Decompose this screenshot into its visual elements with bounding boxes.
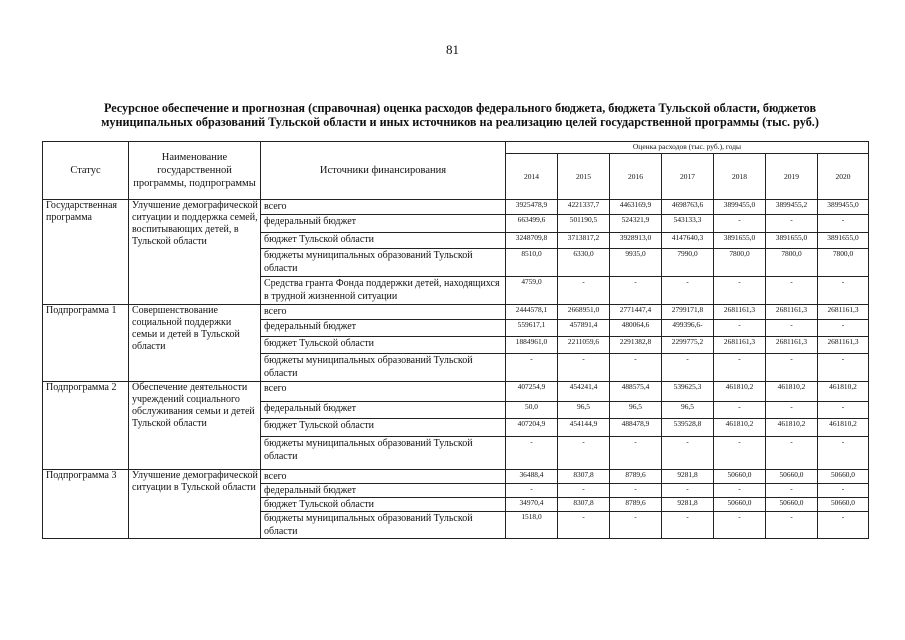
value-cell: - bbox=[506, 354, 558, 382]
value-cell: 2444578,1 bbox=[506, 305, 558, 320]
value-cell: 539625,3 bbox=[662, 382, 714, 402]
header-year: 2014 bbox=[506, 154, 558, 200]
value-cell: 7800,0 bbox=[714, 249, 766, 277]
value-cell: 501190,5 bbox=[558, 215, 610, 233]
value-cell: - bbox=[662, 484, 714, 498]
value-cell: - bbox=[714, 437, 766, 470]
header-year: 2020 bbox=[818, 154, 869, 200]
value-cell: 2668951,0 bbox=[558, 305, 610, 320]
value-cell: 9281,8 bbox=[662, 498, 714, 512]
value-cell: 2681161,3 bbox=[818, 305, 869, 320]
header-year: 2018 bbox=[714, 154, 766, 200]
value-cell: 4698763,6 bbox=[662, 200, 714, 215]
value-cell: - bbox=[506, 484, 558, 498]
value-cell: 7800,0 bbox=[818, 249, 869, 277]
value-cell: 663499,6 bbox=[506, 215, 558, 233]
value-cell: - bbox=[818, 354, 869, 382]
status-cell: Подпрограмма 3 bbox=[43, 470, 129, 539]
value-cell: 8789,6 bbox=[610, 470, 662, 484]
value-cell: 50660,0 bbox=[818, 498, 869, 512]
value-cell: - bbox=[714, 215, 766, 233]
value-cell: 4147640,3 bbox=[662, 233, 714, 249]
value-cell: 461810,2 bbox=[818, 419, 869, 437]
value-cell: 461810,2 bbox=[714, 419, 766, 437]
value-cell: 461810,2 bbox=[766, 419, 818, 437]
value-cell: 50,0 bbox=[506, 402, 558, 419]
value-cell: 8510,0 bbox=[506, 249, 558, 277]
header-estimate: Оценка расходов (тыс. руб.), годы bbox=[506, 142, 869, 154]
funding-source-cell: бюджеты муниципальных образований Тульской области bbox=[261, 512, 506, 539]
value-cell: - bbox=[558, 354, 610, 382]
value-cell: 461810,2 bbox=[714, 382, 766, 402]
value-cell: 1884961,0 bbox=[506, 337, 558, 354]
value-cell: 499396,6- bbox=[662, 320, 714, 337]
value-cell: 461810,2 bbox=[818, 382, 869, 402]
value-cell: 4463169,9 bbox=[610, 200, 662, 215]
value-cell: 539528,8 bbox=[662, 419, 714, 437]
value-cell: 2681161,3 bbox=[714, 305, 766, 320]
value-cell: - bbox=[714, 484, 766, 498]
value-cell: 9281,8 bbox=[662, 470, 714, 484]
table-row bbox=[43, 200, 869, 215]
program-name-cell: Улучшение демографической ситуации в Тульской области bbox=[129, 470, 261, 539]
header-year: 2016 bbox=[610, 154, 662, 200]
value-cell: - bbox=[818, 320, 869, 337]
value-cell: 4221337,7 bbox=[558, 200, 610, 215]
value-cell: 2681161,3 bbox=[714, 337, 766, 354]
header-name: Наименование государственной программы, подпрограммы bbox=[129, 142, 261, 200]
value-cell: - bbox=[766, 402, 818, 419]
value-cell: 2211059,6 bbox=[558, 337, 610, 354]
funding-source-cell: бюджет Тульской области bbox=[261, 498, 506, 512]
value-cell: 50660,0 bbox=[818, 470, 869, 484]
value-cell: 3891655,0 bbox=[714, 233, 766, 249]
value-cell: 3248709,8 bbox=[506, 233, 558, 249]
value-cell: - bbox=[610, 354, 662, 382]
value-cell: - bbox=[766, 437, 818, 470]
title-line-2: муниципальных образований Тульской области и иных источников на реализацию целей государственной программы (тыс. руб.) bbox=[101, 115, 819, 129]
program-name-cell: Обеспечение деятельности учреждений социального обслуживания семьи и детей Тульской области bbox=[129, 382, 261, 470]
value-cell: - bbox=[766, 354, 818, 382]
title-line-1: Ресурсное обеспечение и прогнозная (справочная) оценка расходов федерального бюджета, бюджета Тульской области, бюджетов bbox=[103, 101, 817, 115]
status-cell: Подпрограмма 2 bbox=[43, 382, 129, 470]
header-year: 2017 bbox=[662, 154, 714, 200]
value-cell: 3891655,0 bbox=[818, 233, 869, 249]
value-cell: 559617,1 bbox=[506, 320, 558, 337]
value-cell: 407204,9 bbox=[506, 419, 558, 437]
value-cell: 3899455,0 bbox=[714, 200, 766, 215]
value-cell: 8307,8 bbox=[558, 470, 610, 484]
funding-source-cell: бюджеты муниципальных образований Тульской области bbox=[261, 354, 506, 382]
table-row bbox=[43, 305, 869, 320]
value-cell: - bbox=[714, 277, 766, 305]
value-cell: - bbox=[558, 277, 610, 305]
value-cell: - bbox=[818, 402, 869, 419]
value-cell: 3899455,2 bbox=[766, 200, 818, 215]
header-year: 2015 bbox=[558, 154, 610, 200]
value-cell: 34970,4 bbox=[506, 498, 558, 512]
header-year: 2019 bbox=[766, 154, 818, 200]
value-cell: 96,5 bbox=[662, 402, 714, 419]
value-cell: 488478,9 bbox=[610, 419, 662, 437]
value-cell: 6330,0 bbox=[558, 249, 610, 277]
value-cell: - bbox=[818, 512, 869, 539]
value-cell: 3925478,9 bbox=[506, 200, 558, 215]
value-cell: 461810,2 bbox=[766, 382, 818, 402]
funding-source-cell: Средства гранта Фонда поддержки детей, находящихся в трудной жизненной ситуации bbox=[261, 277, 506, 305]
value-cell: - bbox=[506, 437, 558, 470]
value-cell: - bbox=[714, 402, 766, 419]
funding-source-cell: бюджеты муниципальных образований Тульской области bbox=[261, 249, 506, 277]
funding-source-cell: бюджет Тульской области bbox=[261, 419, 506, 437]
value-cell: 2681161,3 bbox=[818, 337, 869, 354]
value-cell: 543133,3 bbox=[662, 215, 714, 233]
value-cell: - bbox=[714, 320, 766, 337]
value-cell: 3713817,2 bbox=[558, 233, 610, 249]
funding-source-cell: всего bbox=[261, 470, 506, 484]
funding-source-cell: всего bbox=[261, 305, 506, 320]
funding-source-cell: федеральный бюджет bbox=[261, 320, 506, 337]
value-cell: - bbox=[558, 484, 610, 498]
value-cell: 96,5 bbox=[610, 402, 662, 419]
value-cell: 454241,4 bbox=[558, 382, 610, 402]
program-name-cell: Улучшение демографической ситуации и поддержка семей, воспитывающих детей, в Тульской области bbox=[129, 200, 261, 305]
value-cell: - bbox=[766, 512, 818, 539]
funding-source-cell: всего bbox=[261, 382, 506, 402]
value-cell: 36488,4 bbox=[506, 470, 558, 484]
value-cell: - bbox=[610, 512, 662, 539]
value-cell: 50660,0 bbox=[714, 470, 766, 484]
header-status: Статус bbox=[43, 142, 129, 200]
value-cell: 7990,0 bbox=[662, 249, 714, 277]
value-cell: 96,5 bbox=[558, 402, 610, 419]
page-number: 81 bbox=[446, 42, 459, 57]
value-cell: 2681161,3 bbox=[766, 305, 818, 320]
value-cell: - bbox=[766, 277, 818, 305]
funding-source-cell: бюджет Тульской области bbox=[261, 337, 506, 354]
value-cell: 488575,4 bbox=[610, 382, 662, 402]
value-cell: 524321,9 bbox=[610, 215, 662, 233]
status-cell: Государственная программа bbox=[43, 200, 129, 305]
funding-source-cell: федеральный бюджет bbox=[261, 484, 506, 498]
value-cell: - bbox=[766, 484, 818, 498]
value-cell: 50660,0 bbox=[766, 470, 818, 484]
value-cell: - bbox=[766, 215, 818, 233]
value-cell: 2681161,3 bbox=[766, 337, 818, 354]
value-cell: 3899455,0 bbox=[818, 200, 869, 215]
value-cell: 454144,9 bbox=[558, 419, 610, 437]
value-cell: - bbox=[662, 512, 714, 539]
value-cell: - bbox=[558, 437, 610, 470]
value-cell: 407254,9 bbox=[506, 382, 558, 402]
value-cell: - bbox=[818, 484, 869, 498]
value-cell: 4759,0 bbox=[506, 277, 558, 305]
value-cell: 3891655,0 bbox=[766, 233, 818, 249]
value-cell: - bbox=[766, 320, 818, 337]
funding-source-cell: бюджеты муниципальных образований Тульской области bbox=[261, 437, 506, 470]
value-cell: 7800,0 bbox=[766, 249, 818, 277]
header-source: Источники финансирования bbox=[261, 142, 506, 200]
funding-source-cell: всего bbox=[261, 200, 506, 215]
value-cell: - bbox=[818, 215, 869, 233]
value-cell: - bbox=[610, 484, 662, 498]
funding-source-cell: бюджет Тульской области bbox=[261, 233, 506, 249]
value-cell: 50660,0 bbox=[714, 498, 766, 512]
value-cell: 480064,6 bbox=[610, 320, 662, 337]
value-cell: 1518,0 bbox=[506, 512, 558, 539]
value-cell: 2771447,4 bbox=[610, 305, 662, 320]
funding-source-cell: федеральный бюджет bbox=[261, 402, 506, 419]
value-cell: 8789,6 bbox=[610, 498, 662, 512]
funding-source-cell: федеральный бюджет bbox=[261, 215, 506, 233]
value-cell: 9935,0 bbox=[610, 249, 662, 277]
value-cell: 457891,4 bbox=[558, 320, 610, 337]
value-cell: 2299775,2 bbox=[662, 337, 714, 354]
value-cell: - bbox=[714, 354, 766, 382]
document-title bbox=[60, 101, 860, 129]
value-cell: - bbox=[714, 512, 766, 539]
value-cell: - bbox=[610, 277, 662, 305]
value-cell: 8307,8 bbox=[558, 498, 610, 512]
table-row bbox=[43, 470, 869, 484]
value-cell: - bbox=[662, 354, 714, 382]
program-name-cell: Совершенствование социальной поддержки семьи и детей в Тульской области bbox=[129, 305, 261, 382]
value-cell: 2799171,8 bbox=[662, 305, 714, 320]
value-cell: - bbox=[662, 437, 714, 470]
value-cell: - bbox=[818, 277, 869, 305]
table-row bbox=[43, 382, 869, 402]
value-cell: - bbox=[610, 437, 662, 470]
status-cell: Подпрограмма 1 bbox=[43, 305, 129, 382]
value-cell: - bbox=[558, 512, 610, 539]
value-cell: - bbox=[662, 277, 714, 305]
budget-table bbox=[42, 141, 869, 539]
value-cell: 3928913,0 bbox=[610, 233, 662, 249]
value-cell: - bbox=[818, 437, 869, 470]
value-cell: 2291382,8 bbox=[610, 337, 662, 354]
value-cell: 50660,0 bbox=[766, 498, 818, 512]
